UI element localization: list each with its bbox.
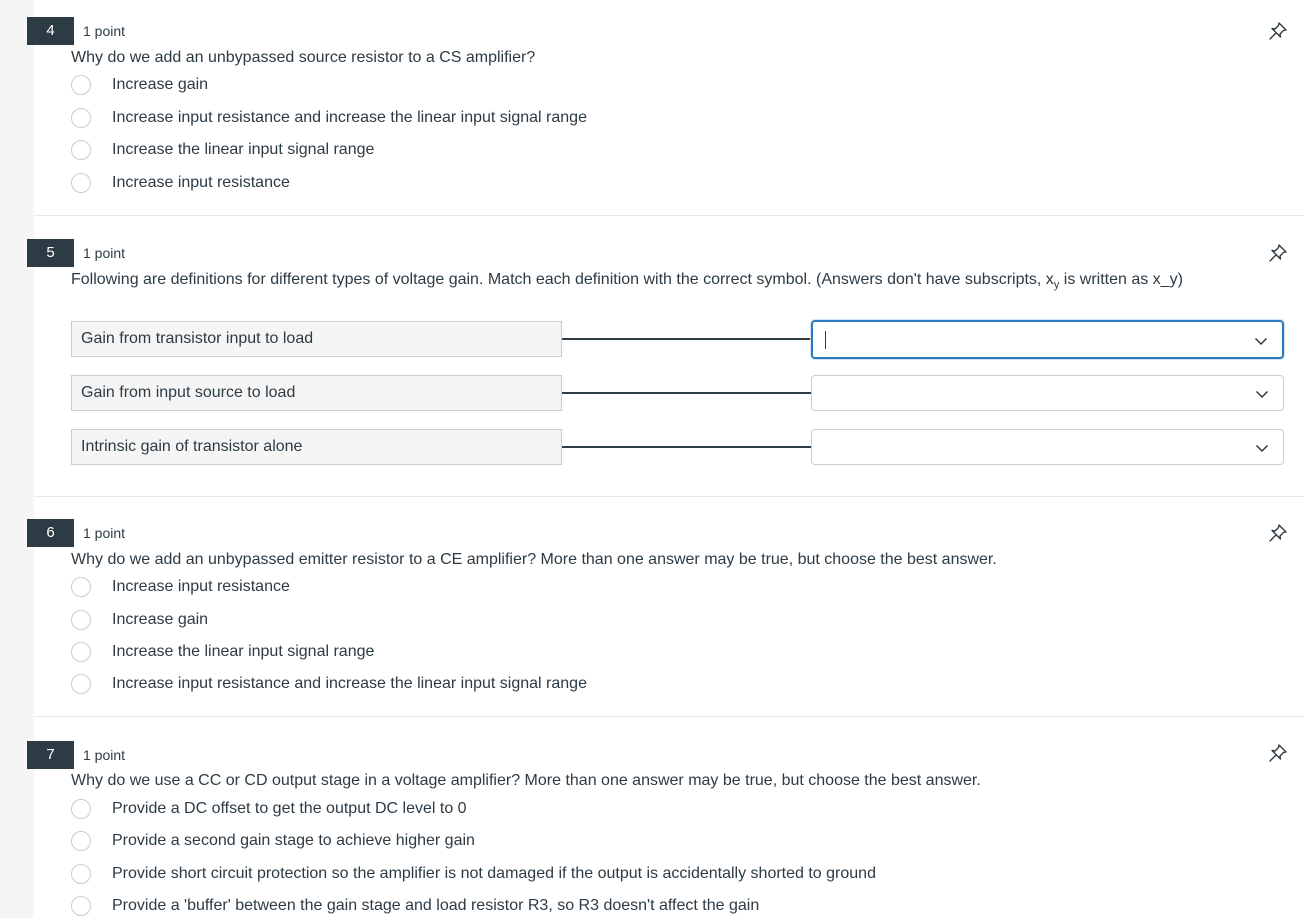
answer-option[interactable]	[71, 138, 1171, 164]
pin-icon[interactable]	[1268, 743, 1288, 763]
radio-button[interactable]	[71, 173, 91, 193]
answer-option[interactable]	[71, 862, 1171, 888]
option-label[interactable]: Provide short circuit protection so the amplifier is not damaged if the output is accidentally shorted to ground	[112, 865, 876, 882]
option-label[interactable]: Increase gain	[112, 611, 209, 628]
option-label[interactable]: Increase gain	[112, 76, 209, 93]
match-definition: Gain from input source to load	[71, 375, 562, 411]
radio-button[interactable]	[71, 674, 91, 694]
answer-option[interactable]	[71, 894, 1171, 920]
text-cursor	[825, 331, 826, 349]
question-points: 1 point	[83, 747, 126, 763]
question-4	[34, 17, 1304, 217]
answer-option[interactable]	[71, 608, 1171, 634]
radio-button[interactable]	[71, 896, 91, 916]
pin-icon[interactable]	[1268, 21, 1288, 41]
match-connector	[562, 392, 811, 394]
chevron-down-icon[interactable]	[1255, 441, 1269, 455]
answer-option[interactable]	[71, 797, 1171, 823]
option-label[interactable]: Provide a DC offset to get the output DC level to 0	[112, 800, 467, 817]
question-divider	[34, 496, 1304, 497]
option-label[interactable]: Provide a second gain stage to achieve higher gain	[112, 832, 475, 849]
question-points: 1 point	[83, 525, 126, 541]
question-text-end: is written as x_y)	[1059, 271, 1183, 288]
match-definition: Intrinsic gain of transistor alone	[71, 429, 562, 465]
answer-option[interactable]	[71, 73, 1171, 99]
question-number: 5	[27, 239, 74, 267]
match-definition: Gain from transistor input to load	[71, 321, 562, 357]
question-text: Why do we add an unbypassed emitter resistor to a CE amplifier? More than one answer may be true, but choose the best answer.	[71, 551, 997, 568]
question-points: 1 point	[83, 23, 126, 39]
radio-button[interactable]	[71, 642, 91, 662]
subscript-text: y	[1053, 279, 1060, 292]
option-label[interactable]: Increase input resistance and increase the linear input signal range	[112, 109, 587, 126]
pin-icon[interactable]	[1268, 243, 1288, 263]
question-text-main: Following are definitions for different types of voltage gain. Match each definition with the correct symbol. (Answers don't have subscripts, x	[71, 271, 1054, 288]
radio-button[interactable]	[71, 140, 91, 160]
answer-option[interactable]	[71, 829, 1171, 855]
answer-option[interactable]	[71, 672, 1171, 698]
match-select-dropdown[interactable]	[811, 375, 1284, 411]
question-6	[34, 519, 1304, 719]
match-select-dropdown[interactable]	[811, 320, 1284, 359]
answer-option[interactable]	[71, 171, 1171, 197]
radio-button[interactable]	[71, 577, 91, 597]
question-number: 4	[27, 17, 74, 45]
question-text: Why do we use a CC or CD output stage in a voltage amplifier? More than one answer may be true, but choose the best answer.	[71, 772, 981, 789]
pin-icon[interactable]	[1268, 523, 1288, 543]
radio-button[interactable]	[71, 831, 91, 851]
answer-option[interactable]	[71, 640, 1171, 666]
match-connector	[562, 338, 811, 340]
option-label[interactable]: Increase the linear input signal range	[112, 141, 375, 158]
radio-button[interactable]	[71, 75, 91, 95]
option-label[interactable]: Provide a 'buffer' between the gain stage and load resistor R3, so R3 doesn't affect the gain	[112, 897, 760, 914]
question-7	[34, 741, 1304, 918]
chevron-down-icon[interactable]	[1255, 387, 1269, 401]
question-5	[34, 239, 1304, 499]
left-gutter	[0, 0, 34, 918]
option-label[interactable]: Increase input resistance	[112, 578, 290, 595]
option-label[interactable]: Increase input resistance and increase the linear input signal range	[112, 675, 587, 692]
question-number: 6	[27, 519, 74, 547]
option-label[interactable]: Increase the linear input signal range	[112, 643, 375, 660]
question-divider	[34, 215, 1304, 216]
question-number: 7	[27, 741, 74, 769]
question-divider	[34, 716, 1304, 717]
match-connector	[562, 446, 811, 448]
match-select-dropdown[interactable]	[811, 429, 1284, 465]
radio-button[interactable]	[71, 610, 91, 630]
option-label[interactable]: Increase input resistance	[112, 174, 290, 191]
chevron-down-icon[interactable]	[1254, 334, 1268, 348]
question-text: Why do we add an unbypassed source resistor to a CS amplifier?	[71, 49, 536, 66]
answer-option[interactable]	[71, 106, 1171, 132]
answer-option[interactable]	[71, 575, 1171, 601]
question-points: 1 point	[83, 245, 126, 261]
radio-button[interactable]	[71, 799, 91, 819]
radio-button[interactable]	[71, 108, 91, 128]
radio-button[interactable]	[71, 864, 91, 884]
question-text	[71, 271, 1183, 291]
